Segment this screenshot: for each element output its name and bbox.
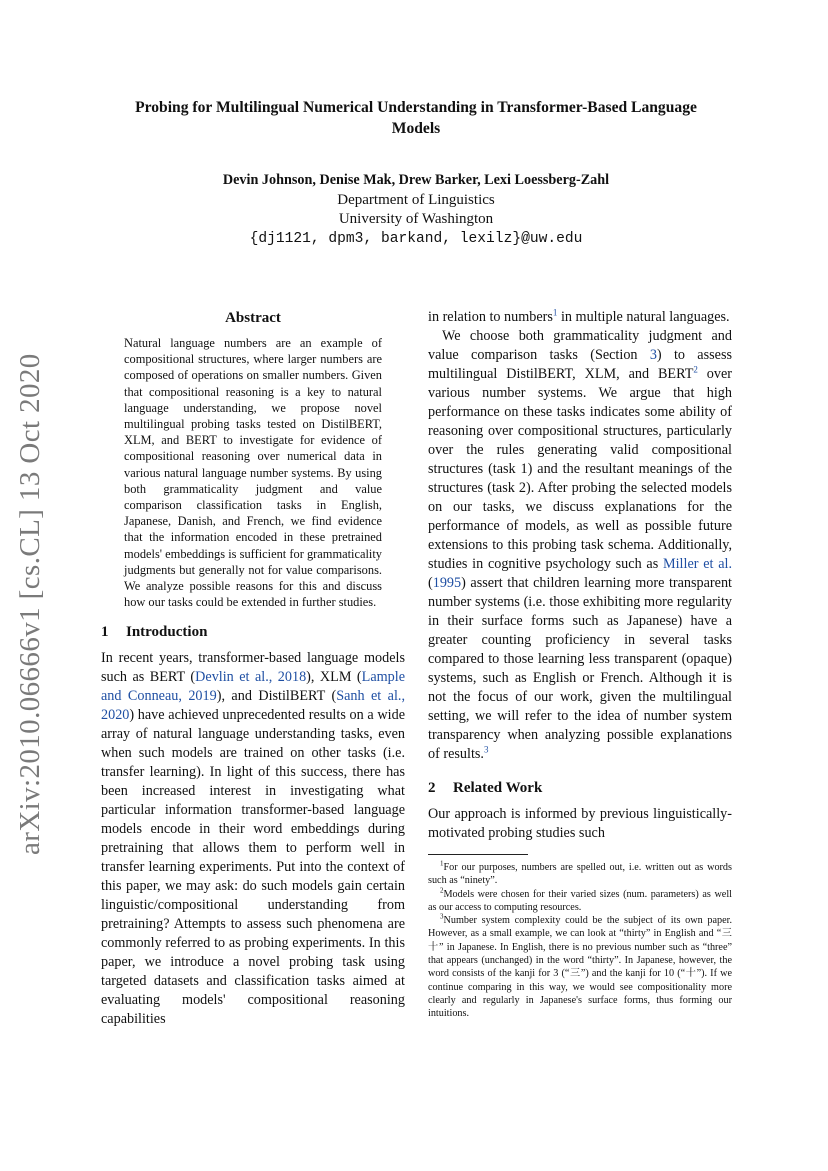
abstract-text: Natural language numbers are an example of compositional structures, where larger numbers are composed of operations on smaller numbers. Given that compositional reasoning is a key to natural language understanding, we propose novel multilingual probing tasks tested on DistilBERT, XLM, and BERT to investigate for evidence of compositional reasoning over numerical data in various natural language number systems. By using both grammaticality judgment and value comparison classification tasks in English, Japanese, Danish, and French, we find evidence that the information encoded in these pretrained models' embeddings is sufficient for grammaticality judgments but generally not for value comparisons. We analyze possible reasons for this and discuss how our tasks could be extended in further studies. [124, 336, 382, 610]
intro-text-d: ) have achieved unprecedented results on a wide array of natural language understanding tasks, even when such models are trained on other tasks (i.e. transfer learning). In light of this success, there has been increased interest in investigating what particular information transformer-based language models encode in their word embeddings during pretraining that allows them to perform well in transfer learning experiments. Put into the context of this paper, we may ask: do such models gain certain linguistic/compositional understanding from pretraining? Attempts to assess such phenomena are commonly referred to as probing experiments. In this paper, we introduce a novel probing task using targeted datasets and classification tasks aimed at evaluating models' compositional reasoning capabilities [101, 707, 405, 1028]
author-names: Devin Johnson, Denise Mak, Drew Barker, Lexi Loessberg-Zahl [222, 172, 610, 188]
right-paragraph-1 [428, 308, 732, 327]
footnote-ref-2[interactable]: 2 [693, 364, 698, 375]
cite-sanh[interactable]: Sanh et al., 2020 [101, 688, 406, 724]
cite-lample[interactable]: Lample and Conneau, 2019 [101, 669, 406, 705]
department: Department of Linguistics [337, 191, 495, 208]
section-2-title: Related Work [453, 780, 543, 796]
footnote-ref-1[interactable]: 1 [552, 307, 558, 318]
section-2-number: 2 [428, 780, 436, 796]
right-p1-text-a: in relation to numbers [428, 309, 553, 325]
footnote-ref-3[interactable]: 3 [483, 744, 489, 755]
footnote-2 [428, 888, 732, 915]
paper-title [100, 97, 732, 139]
related-work-paragraph: Our approach is informed by previous linguistically-motivated probing studies such [428, 806, 732, 841]
footnote-1-mark: 1 [440, 859, 444, 868]
section-1-number: 1 [101, 624, 109, 641]
ref-section-3[interactable]: 3 [649, 347, 657, 363]
footnote-2-mark: 2 [440, 886, 444, 895]
intro-text-b: ), XLM ( [306, 669, 362, 686]
intro-paragraph [101, 649, 405, 1029]
author-block [100, 171, 732, 249]
title-line-2: Models [391, 120, 441, 137]
right-p2-text-c: over various number systems. We argue that high performance on these tasks indicates some ability of reasoning over compositional structures, particularly over the rules generating valid compositional structures (task 1) and the resultant meanings of the structures (task 2). After probing the selected models on our tasks, we discuss explanations for the performance of models, as well as possible future extensions to this probing task schema. Additionally, studies in cognitive psychology such as [428, 366, 732, 572]
footnote-3 [428, 914, 732, 1020]
arxiv-stamp: arXiv:2010.06666v1 [cs.CL] 13 Oct 2020 [14, 353, 46, 855]
section-2-heading [428, 780, 732, 797]
footnote-divider [428, 854, 528, 855]
right-p2-text-a: We choose both grammaticality judgment and value comparison tasks (Section [428, 328, 732, 363]
cite-miller-year[interactable]: 1995 [432, 575, 462, 591]
footnote-1 [428, 861, 732, 888]
right-p1-text-b: in multiple natural languages. [557, 309, 730, 325]
footnote-3-text: Number system complexity could be the subject of its own paper. However, as a small example, we can look at “thirty” in English and “三十” in Japanese. In English, there is no previous number such as “three” that appears (unchanged) in the word “thirty”. In Japanese, however, the word consists of the kanji for 3 (“三”) and the kanji for 10 (“十”). If we continue comparing in this way, we would see compositionality more clearly and regularly in Japanese's surface forms, thus forming our intuitions. [428, 915, 732, 1020]
footnote-3-mark: 3 [440, 912, 444, 921]
right-p2-text-d: ( [428, 575, 433, 591]
section-1-heading [101, 624, 405, 641]
university: University of Washington [338, 211, 494, 227]
intro-text-a: In recent years, transformer-based language models such as BERT ( [101, 650, 405, 686]
left-column [101, 308, 405, 1029]
title-line-1: Probing for Multilingual Numerical Understanding in Transformer-Based Language [135, 99, 697, 116]
cite-devlin[interactable]: Devlin et al., 2018 [195, 669, 307, 686]
right-column [428, 308, 732, 1021]
author-emails: {dj1121, dpm3, barkand, lexilz}@uw.edu [249, 230, 583, 247]
right-p2-text-b: ) to assess multilingual DistilBERT, XLM, and BERT [428, 347, 732, 382]
footnote-2-text: Models were chosen for their varied sizes (num. parameters) as well as our access to computing resources. [428, 888, 732, 913]
right-p2-text-e: ) assert that children learning more transparent number systems (i.e. those exhibiting more regularity in their surface forms such as Japanese) have a greater counting proficiency in several tasks compared to those learning less transparent (opaque) systems, such as English or French. Although it is not the focus of our work, given the multilingual setting, we will refer to the idea of number system transparency when analyzing possible explanations of results. [428, 575, 732, 762]
cite-miller[interactable]: Miller et al. [663, 556, 732, 572]
section-1-title: Introduction [126, 624, 208, 641]
footnote-1-text: For our purposes, numbers are spelled out, i.e. written out as words such as “ninety”. [428, 862, 732, 887]
abstract-heading: Abstract [225, 310, 281, 326]
intro-text-c: ), and DistilBERT ( [216, 688, 337, 705]
right-paragraph-2 [428, 327, 732, 764]
